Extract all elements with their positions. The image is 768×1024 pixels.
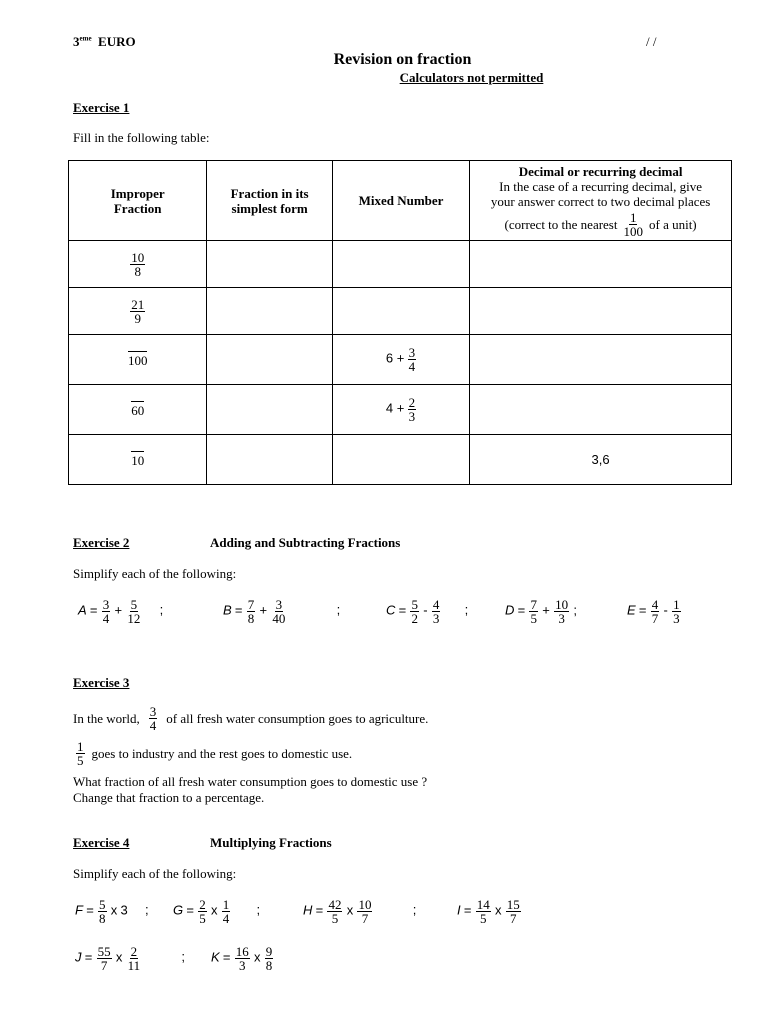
denominator: 12 — [127, 611, 141, 626]
fraction — [554, 598, 569, 625]
denominator: 40 — [272, 611, 286, 626]
equals-sign: = — [222, 949, 231, 965]
numerator: 10 — [555, 597, 569, 612]
separator: ; — [412, 902, 417, 918]
denominator: 7 — [100, 958, 108, 973]
cell-simplest[interactable] — [207, 435, 332, 485]
c4-line1: Decimal or recurring decimal — [518, 163, 683, 179]
class-sup: eme — [79, 34, 92, 43]
variable-name: K — [211, 949, 220, 965]
mixed-num: 2 — [408, 395, 416, 410]
line1-pre: In the world, — [73, 710, 140, 726]
denominator: 3 — [432, 611, 440, 626]
exercise2-instruction: Simplify each of the following: — [73, 566, 237, 581]
equals-sign: = — [186, 902, 194, 918]
denominator: 3 — [558, 611, 565, 626]
fraction — [410, 598, 419, 625]
expression-d — [505, 598, 577, 625]
line1-post: of all fresh water consumption goes to agriculture. — [166, 710, 429, 726]
table-row — [69, 288, 732, 335]
separator: ; — [145, 902, 149, 918]
nearest-fraction — [623, 211, 643, 238]
expression-e — [627, 598, 682, 625]
fraction — [127, 945, 142, 972]
fraction-table — [68, 160, 732, 485]
operator: x — [254, 949, 261, 965]
line2-num: 1 — [77, 739, 84, 754]
denominator: 100 — [127, 352, 148, 368]
denominator: 9 — [134, 311, 141, 326]
variable-name: G — [173, 902, 184, 918]
variable-name: I — [457, 902, 461, 918]
mixed-den: 3 — [408, 409, 416, 424]
table-row — [69, 385, 732, 435]
c1-line2: Fraction — [113, 200, 162, 216]
fraction — [476, 898, 491, 925]
numerator: 4 — [651, 597, 659, 612]
exercise3-line1 — [73, 705, 428, 732]
cell-improper — [69, 288, 207, 335]
cell-mixed[interactable] — [332, 288, 469, 335]
page-subtitle: Calculators not permitted — [399, 70, 544, 85]
class-suffix: EURO — [98, 34, 136, 49]
fraction — [265, 945, 274, 972]
variable-name: B — [223, 602, 232, 618]
equals-sign: = — [86, 902, 94, 918]
header-decimal — [470, 161, 732, 241]
denominator: 5 — [530, 611, 537, 626]
variable-name: E — [627, 602, 636, 618]
expression-h — [303, 898, 416, 925]
exercise1-heading: Exercise 1 — [73, 100, 130, 115]
fraction — [126, 598, 141, 625]
separator: ; — [159, 602, 164, 618]
denominator: 11 — [127, 958, 141, 973]
numerator: 42 — [328, 897, 342, 912]
fraction — [130, 298, 145, 325]
fraction — [130, 251, 145, 278]
mixed-num: 3 — [408, 345, 416, 360]
numerator: 1 — [222, 897, 230, 912]
exercise4-instruction: Simplify each of the following: — [73, 866, 237, 881]
equals-sign: = — [234, 602, 243, 618]
denominator: 5 — [479, 911, 487, 926]
c4-line2: In the case of a recurring decimal, give — [499, 178, 703, 194]
line2-post: goes to industry and the rest goes to domestic use. — [91, 745, 353, 761]
separator: ; — [181, 949, 185, 965]
numerator: 9 — [265, 944, 273, 959]
operator: + — [542, 602, 550, 618]
c4-line3: your answer correct to two decimal places — [490, 193, 711, 209]
c1-line1: Improper — [110, 185, 165, 201]
c4-pre: (correct to the nearest — [504, 216, 618, 232]
denominator: 60 — [131, 402, 145, 418]
operator: x — [210, 902, 218, 918]
denominator: 8 — [247, 611, 255, 626]
operator: x — [494, 902, 502, 918]
numerator: 21 — [131, 297, 145, 312]
table-row — [69, 335, 732, 385]
cell-improper[interactable] — [69, 335, 207, 385]
fraction — [408, 346, 417, 373]
denominator: 8 — [134, 264, 141, 279]
fraction — [408, 396, 417, 423]
denominator: 8 — [99, 911, 106, 926]
denominator: 8 — [265, 958, 273, 973]
exercise4-topic: Multiplying Fractions — [210, 835, 332, 850]
separator: ; — [256, 902, 261, 918]
cell-decimal[interactable] — [470, 288, 732, 335]
table-header-row — [69, 161, 732, 241]
fraction — [271, 598, 286, 625]
c2-line1: Fraction in its — [230, 185, 309, 201]
variable-name: F — [75, 902, 83, 918]
exercise3-line2 — [75, 740, 352, 767]
exercise3-line4: Change that fraction to a percentage. — [73, 790, 265, 805]
variable-name: D — [505, 602, 515, 618]
fraction — [651, 598, 660, 625]
numerator: 7 — [247, 597, 255, 612]
denominator: 4 — [102, 611, 110, 626]
numerator: 10 — [131, 250, 145, 265]
equals-sign: = — [315, 902, 324, 918]
equals-sign: = — [398, 602, 407, 618]
cell-decimal[interactable] — [470, 335, 732, 385]
operator: x — [110, 902, 118, 918]
fraction — [506, 898, 521, 925]
numerator: 55 — [97, 944, 111, 959]
class-label: 3 — [73, 34, 80, 49]
industry-fraction — [76, 740, 85, 767]
variable-name: J — [75, 949, 82, 965]
line1-num: 3 — [149, 704, 157, 719]
denominator: 7 — [361, 911, 369, 926]
numerator: 4 — [432, 597, 440, 612]
numerator: 16 — [235, 944, 249, 959]
fraction — [327, 898, 342, 925]
expression-c — [386, 598, 468, 625]
exercise3-line3: What fraction of all fresh water consumption goes to domestic use ? — [73, 774, 428, 789]
equals-sign: = — [463, 902, 472, 918]
denominator: 2 — [411, 611, 418, 626]
fraction — [672, 598, 681, 625]
denominator: 7 — [509, 911, 517, 926]
separator: ; — [573, 602, 577, 618]
table-row — [69, 435, 732, 485]
line2-den: 5 — [77, 753, 84, 768]
cell-simplest[interactable] — [207, 288, 332, 335]
exercise2-topic: Adding and Subtracting Fractions — [210, 535, 401, 550]
table-row — [69, 241, 732, 288]
operator: + — [259, 602, 268, 618]
mixed-whole: 6 + — [385, 350, 405, 366]
line1-den: 4 — [149, 718, 157, 733]
denominator: 5 — [331, 911, 339, 926]
cell-improper[interactable] — [69, 435, 207, 485]
separator: ; — [336, 602, 341, 618]
expression-j — [75, 945, 185, 972]
numerator: 2 — [199, 897, 206, 912]
denominator: 3 — [673, 611, 680, 626]
exercise1-instruction: Fill in the following table: — [73, 130, 210, 145]
denominator: 5 — [199, 911, 206, 926]
header-simplest-form — [207, 161, 332, 241]
date-field: / / — [646, 34, 657, 49]
operator: + — [114, 602, 123, 618]
numerator: 7 — [530, 597, 537, 612]
numerator: 5 — [130, 597, 138, 612]
fraction — [97, 945, 112, 972]
equals-sign: = — [517, 602, 526, 618]
exercise4-heading: Exercise 4 — [73, 835, 130, 850]
denominator: 4 — [222, 911, 230, 926]
operator: - — [423, 602, 428, 618]
expression-b — [223, 598, 340, 625]
numerator: 3 — [275, 597, 283, 612]
cell-mixed[interactable] — [332, 435, 469, 485]
equals-sign: = — [638, 602, 647, 618]
numerator: 3 — [102, 597, 110, 612]
fraction — [247, 598, 256, 625]
fraction — [529, 598, 538, 625]
numerator: 14 — [476, 897, 490, 912]
cell-improper — [69, 241, 207, 288]
fraction — [357, 898, 372, 925]
exercise2-heading: Exercise 2 — [73, 535, 130, 550]
page-title: Revision on fraction — [333, 51, 472, 68]
separator: ; — [464, 602, 469, 618]
c4-num: 1 — [629, 209, 637, 225]
mixed-den: 4 — [408, 359, 416, 374]
expression-k — [211, 945, 274, 972]
expression-a — [78, 598, 163, 625]
mixed-whole: 4 + — [385, 400, 405, 416]
numerator: 2 — [130, 944, 138, 959]
fraction — [222, 898, 231, 925]
decimal: 3,6 — [591, 451, 610, 467]
numerator: 5 — [99, 897, 106, 912]
c2-line2: simplest form — [231, 200, 308, 216]
numerator: 15 — [506, 897, 520, 912]
fraction — [235, 945, 250, 972]
cell-improper[interactable] — [69, 385, 207, 435]
c4-post: of a unit) — [648, 216, 697, 232]
equals-sign: = — [84, 949, 93, 965]
cell-decimal[interactable] — [470, 241, 732, 288]
operator: x — [346, 902, 354, 918]
cell-mixed — [332, 385, 469, 435]
numerator: 10 — [358, 897, 372, 912]
class-label — [73, 34, 136, 50]
cell-mixed[interactable] — [332, 241, 469, 288]
cell-simplest[interactable] — [207, 241, 332, 288]
agriculture-fraction — [149, 705, 158, 732]
operator: - — [663, 602, 668, 618]
variable-name: A — [78, 602, 87, 618]
cell-decimal[interactable] — [470, 385, 732, 435]
expression-f — [75, 898, 149, 925]
denominator: 7 — [651, 611, 659, 626]
fraction — [98, 898, 107, 925]
variable-name: C — [386, 602, 396, 618]
cell-simplest[interactable] — [207, 385, 332, 435]
header-mixed-number — [332, 161, 469, 241]
cell-mixed — [332, 335, 469, 385]
equals-sign: = — [89, 602, 98, 618]
header-improper-fraction — [69, 161, 207, 241]
operator: x — [115, 949, 123, 965]
cell-decimal — [470, 435, 732, 485]
denominator: 10 — [131, 452, 145, 468]
fraction — [102, 598, 111, 625]
cell-simplest[interactable] — [207, 335, 332, 385]
exercise3-heading: Exercise 3 — [73, 675, 130, 690]
c4-den: 100 — [623, 223, 643, 239]
fraction — [432, 598, 441, 625]
numerator: 1 — [673, 597, 680, 612]
expression-g — [173, 898, 260, 925]
numerator: 5 — [411, 597, 418, 612]
c3: Mixed Number — [358, 193, 444, 208]
variable-name: H — [303, 902, 313, 918]
denominator: 3 — [239, 958, 246, 973]
fraction — [198, 898, 207, 925]
expression-i — [457, 898, 522, 925]
whole-number: 3 — [120, 902, 128, 918]
